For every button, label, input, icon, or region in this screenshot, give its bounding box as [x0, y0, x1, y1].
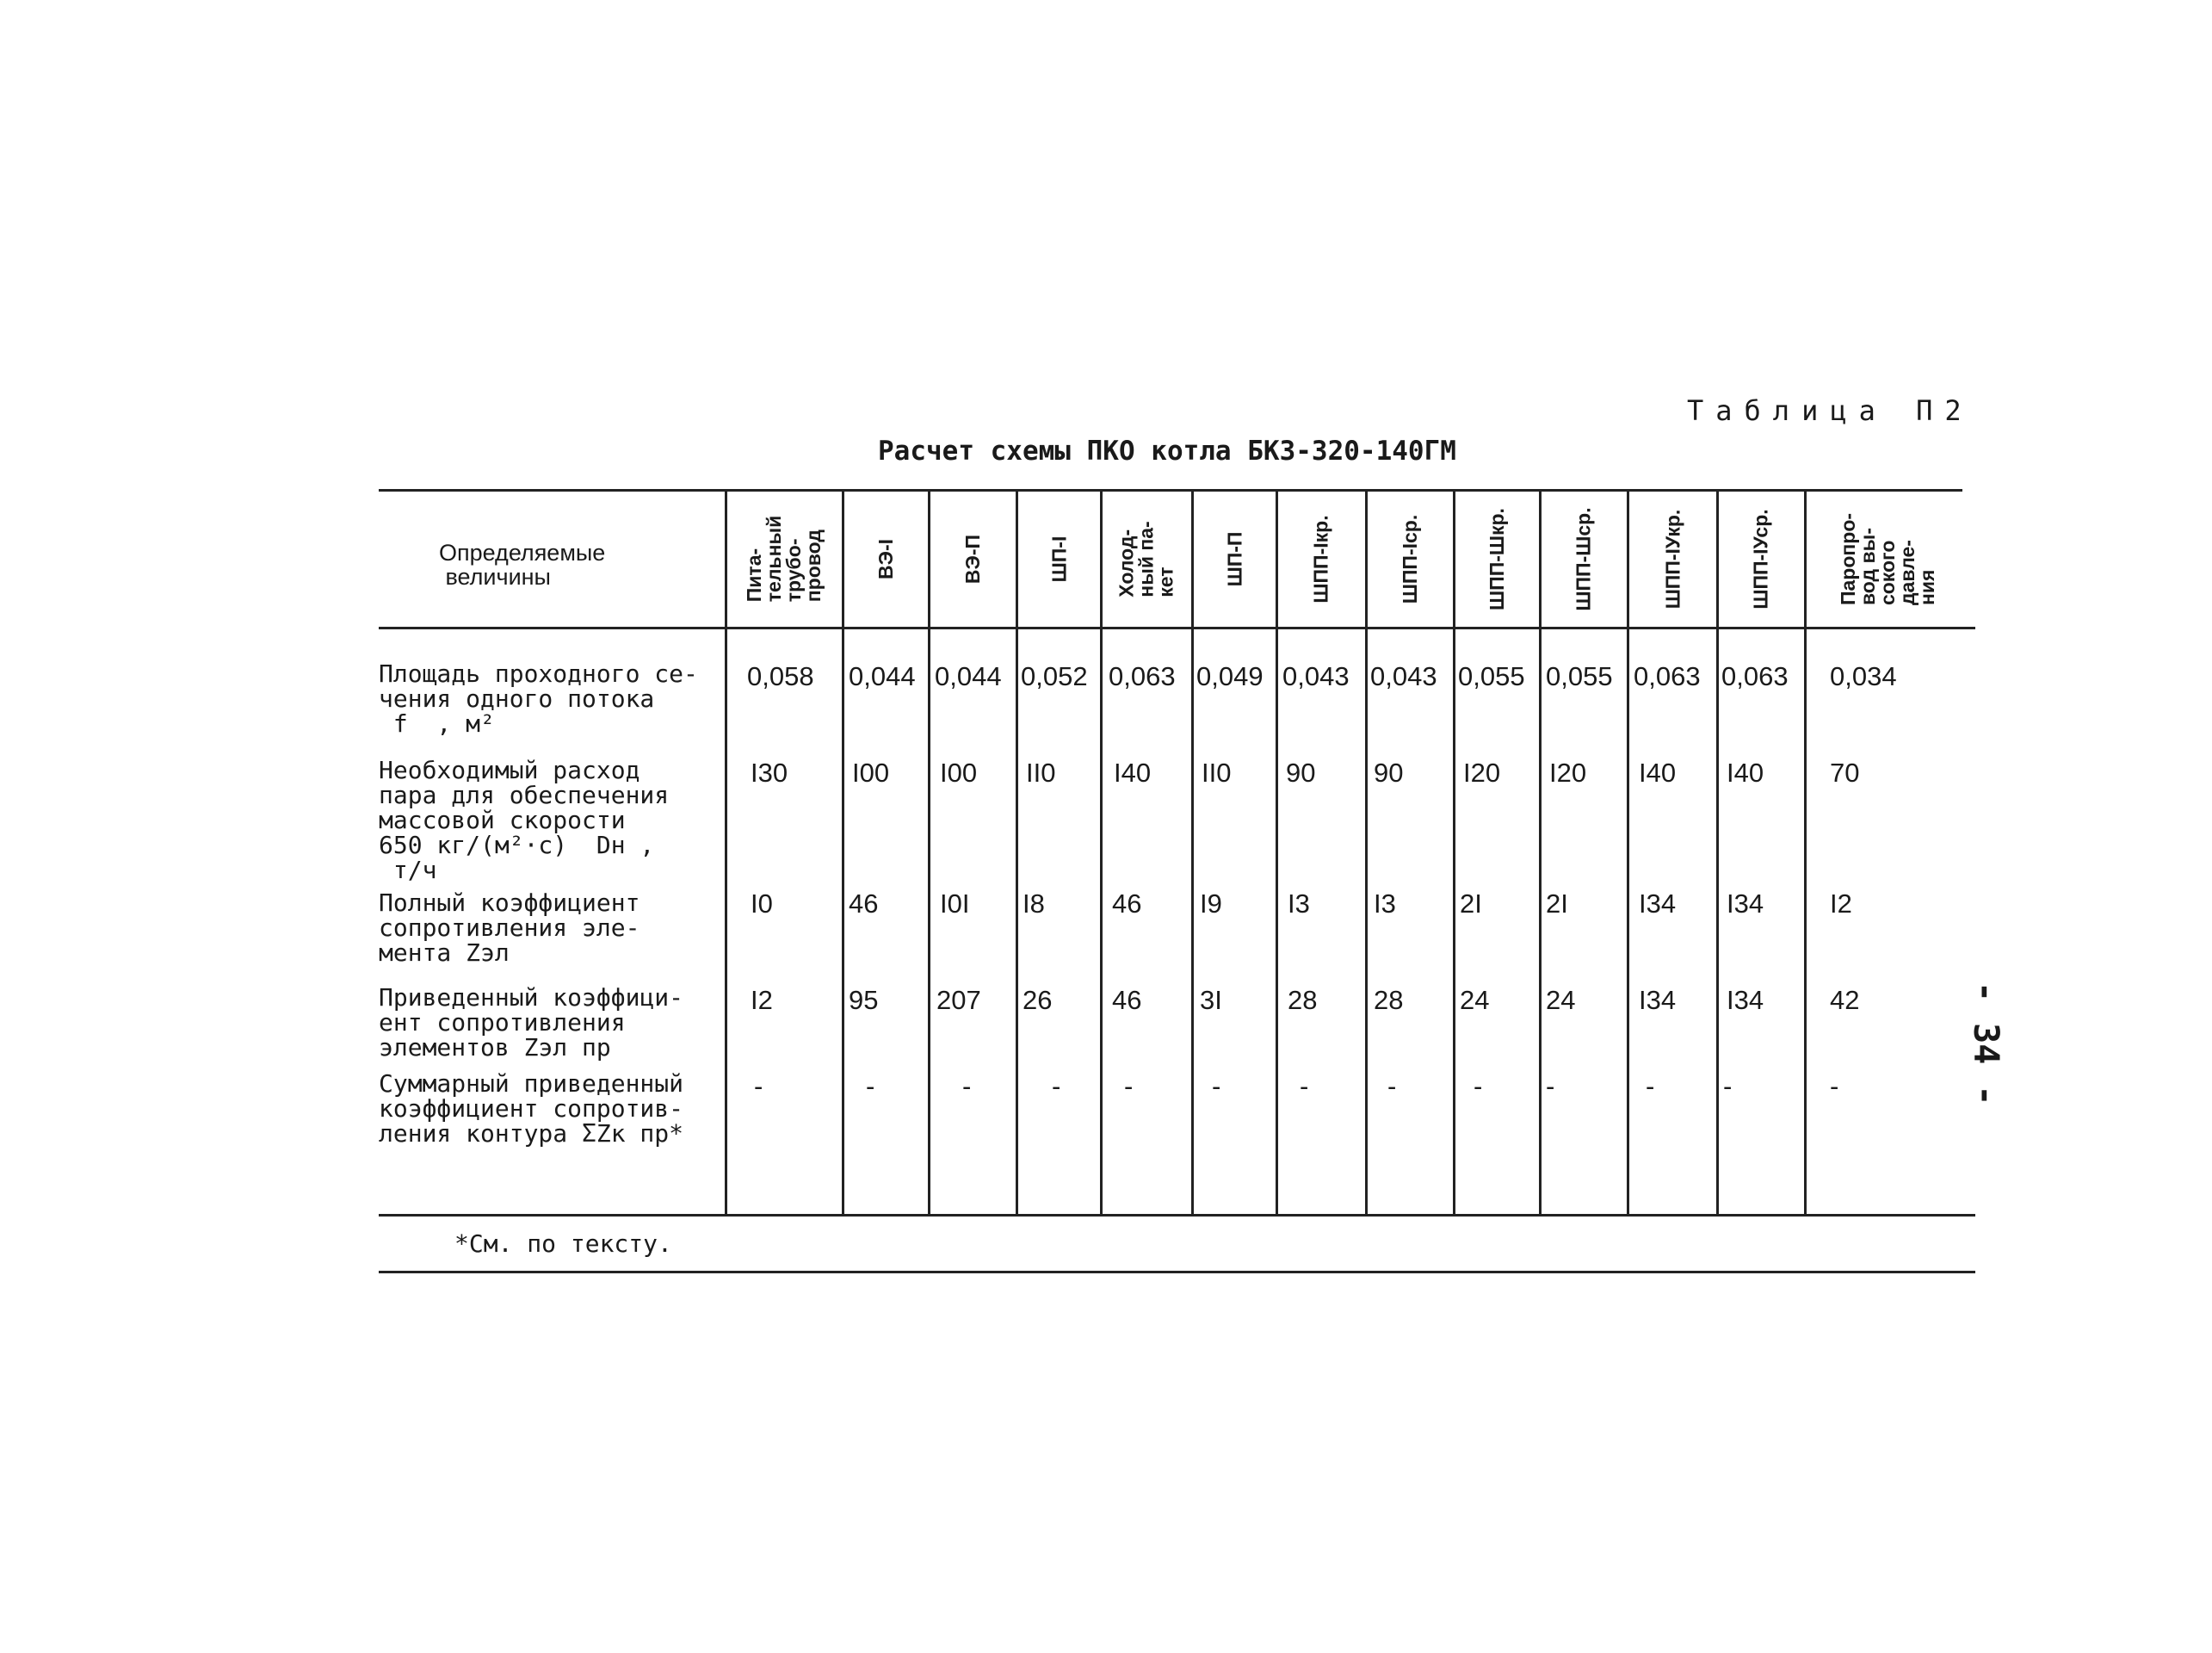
table-cell: 42 [1830, 985, 1860, 1015]
footnote: *См. по тексту. [454, 1229, 672, 1258]
table-cell: 0,055 [1458, 661, 1525, 691]
table-cell: I30 [751, 758, 788, 788]
table-cell: 46 [849, 888, 879, 919]
table-cell: - [1474, 1071, 1483, 1101]
table-cell: 24 [1460, 985, 1490, 1015]
table-cell: I3 [1374, 888, 1396, 919]
table-cell: 0,063 [1721, 661, 1789, 691]
row-label-flow-area: Площадь проходного се- чения одного потока f , м² [379, 659, 698, 738]
table-cell: - [866, 1071, 875, 1101]
table-cell: - [1212, 1071, 1221, 1101]
table-cell: 0,063 [1634, 661, 1701, 691]
column-header: Паропро- вод вы- сокого давле- ния [1837, 512, 1939, 605]
table-cell: I20 [1463, 758, 1501, 788]
table-cell: I8 [1023, 888, 1045, 919]
table-label: Таблица П2 [1687, 394, 1974, 427]
table-cell: I3 [1288, 888, 1310, 919]
table-cell: 28 [1288, 985, 1318, 1015]
column-header: ШПП-Iср. [1399, 514, 1421, 604]
table-cell: 26 [1023, 985, 1053, 1015]
table-cell: 2I [1546, 888, 1568, 919]
row-label-full-resistance: Полный коэффициент сопротивления эле- мента Zэл [379, 888, 640, 967]
table-cell: - [1546, 1071, 1555, 1101]
table-cell: - [754, 1071, 763, 1101]
table-cell: 0,034 [1830, 661, 1897, 691]
table-cell: I40 [1114, 758, 1152, 788]
page-number: - 34 - [1966, 981, 2005, 1106]
table-cell: - [962, 1071, 972, 1101]
table-cell: 95 [849, 985, 879, 1015]
table-cell: II0 [1202, 758, 1232, 788]
table-cell: I2 [751, 985, 773, 1015]
table-cell: 0,043 [1370, 661, 1437, 691]
column-header: ШПП-Шкр. [1486, 507, 1508, 610]
table-cell: - [1124, 1071, 1134, 1101]
table-cell: I40 [1639, 758, 1677, 788]
table-cell: - [1723, 1071, 1733, 1101]
column-header: ШПП-Шср. [1572, 506, 1595, 611]
table-cell: 46 [1112, 985, 1142, 1015]
header-bottom-rule [379, 627, 1975, 629]
table-cell: 0,049 [1196, 661, 1264, 691]
table-cell: 3I [1200, 985, 1222, 1015]
column-header: ШП-П [1223, 531, 1245, 586]
table-title: Расчет схемы ПКО котла БКЗ-320-140ГМ [878, 436, 1456, 467]
table-cell: 2I [1460, 888, 1482, 919]
table-cell: 0,052 [1021, 661, 1088, 691]
table-cell: - [1052, 1071, 1061, 1101]
table-cell: I0I [940, 888, 970, 919]
table-cell: I34 [1639, 985, 1677, 1015]
table-top-rule [379, 489, 1962, 492]
table-cell: 24 [1546, 985, 1576, 1015]
table-cell: 0,044 [935, 661, 1002, 691]
table-cell: 0,044 [849, 661, 916, 691]
column-header: ШПП-IУкр. [1661, 509, 1684, 609]
column-header: Пита- тельный трубо- провод [743, 515, 825, 603]
column-header: Холод- ный па- кет [1115, 520, 1177, 597]
column-header: ВЭ-I [874, 538, 897, 579]
row-label-reduced-resistance: Приведенный коэффици- ент сопротивления элементов Zэл пр [379, 983, 684, 1062]
row-label-total-resistance: Суммарный приведенный коэффициент сопротив- ления контура ΣZк пр* [379, 1069, 684, 1148]
table-cell: 70 [1830, 758, 1860, 788]
table-cell: I2 [1830, 888, 1852, 919]
footnote-rule [379, 1271, 1975, 1273]
table-cell: I34 [1639, 888, 1677, 919]
table-cell: 207 [936, 985, 981, 1015]
table-cell: - [1830, 1071, 1839, 1101]
table-cell: 46 [1112, 888, 1142, 919]
table-cell: I9 [1200, 888, 1222, 919]
table-cell: 0,063 [1109, 661, 1176, 691]
table-cell: 90 [1286, 758, 1316, 788]
table-cell: I34 [1727, 888, 1764, 919]
table-cell: 0,055 [1546, 661, 1613, 691]
table-cell: - [1646, 1071, 1655, 1101]
table-cell: II0 [1026, 758, 1056, 788]
table-bottom-rule [379, 1214, 1975, 1217]
table-cell: I00 [940, 758, 978, 788]
table-cell: - [1387, 1071, 1397, 1101]
column-header: ВЭ-П [961, 534, 984, 584]
table-cell: 90 [1374, 758, 1404, 788]
table-cell: 0,058 [747, 661, 814, 691]
table-cell: I40 [1727, 758, 1764, 788]
column-header: ШПП-Iкр. [1310, 514, 1332, 604]
table-cell: I0 [751, 888, 773, 919]
row-label-steam-flow: Необходимый расход пара для обеспечения массовой скорости 650 кг/(м²·с) Dн , т/ч [379, 756, 670, 884]
column-header: ШП-I [1047, 536, 1070, 582]
table-cell: I00 [852, 758, 890, 788]
table-cell: - [1300, 1071, 1309, 1101]
table-cell: I20 [1549, 758, 1587, 788]
column-header: ШПП-IУср. [1750, 508, 1773, 610]
table-cell: 0,043 [1282, 661, 1350, 691]
table-cell: I34 [1727, 985, 1764, 1015]
row-header-title: Определяемые величины [439, 540, 606, 590]
table-cell: 28 [1374, 985, 1404, 1015]
